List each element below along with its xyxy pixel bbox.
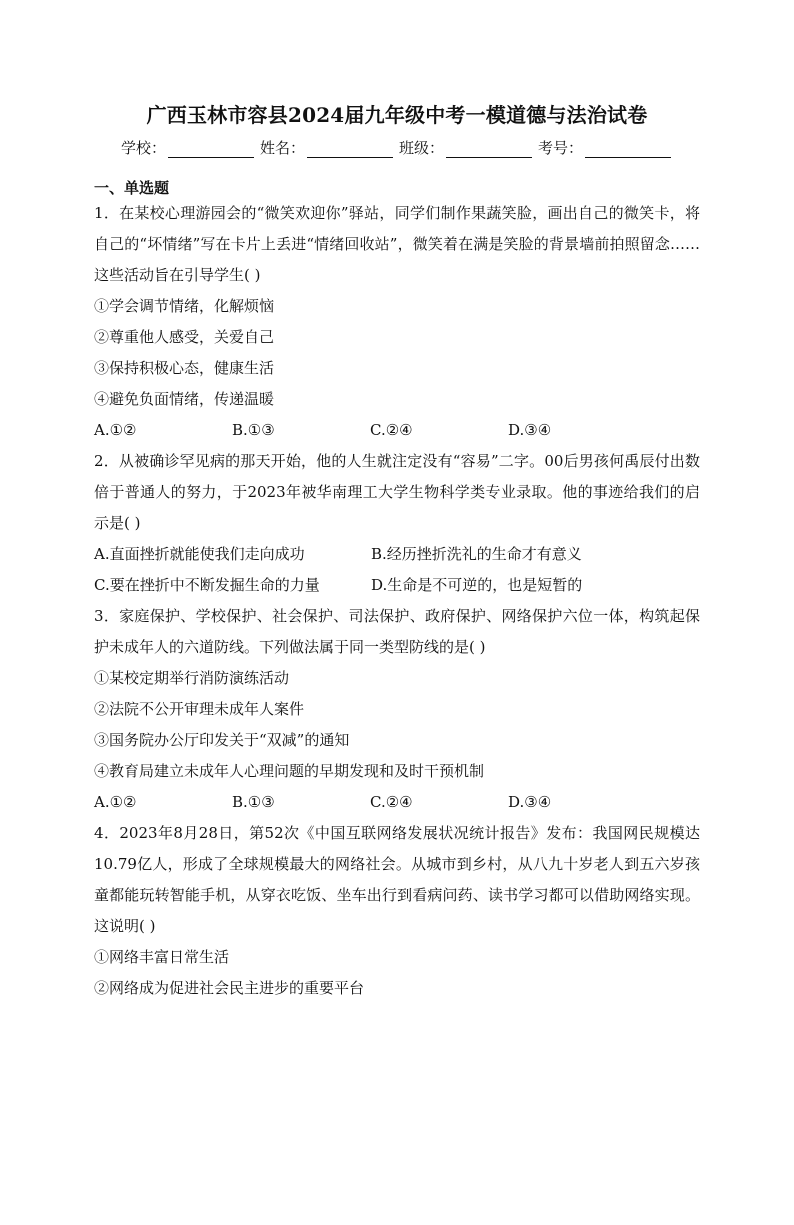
question-3-statement-3: ③国务院办公厅印发关于“双减”的通知 xyxy=(94,731,350,749)
question-3-statement-2: ②法院不公开审理未成年人案件 xyxy=(94,700,305,718)
class-label: 班级： xyxy=(399,139,445,157)
question-2-choice-c[interactable]: C.要在挫折中不断发掘生命的力量 xyxy=(94,576,320,594)
number-field xyxy=(538,137,673,158)
question-1-choice-a[interactable]: A.①② xyxy=(94,421,137,439)
school-blank[interactable] xyxy=(168,141,254,158)
school-label: 学校： xyxy=(120,139,166,157)
question-1-choice-d[interactable]: D.③④ xyxy=(508,421,552,439)
question-3-statement-4: ④教育局建立未成年人心理问题的早期发现和及时干预机制 xyxy=(94,762,485,780)
question-1-statement-1: ①学会调节情绪，化解烦恼 xyxy=(94,297,275,315)
question-2-choices-row-2 xyxy=(94,570,700,601)
question-2-choice-d[interactable]: D.生命是不可逆的，也是短暂的 xyxy=(371,576,583,594)
question-2-choices-row-1 xyxy=(94,539,700,570)
question-2-choice-a[interactable]: A.直面挫折就能使我们走向成功 xyxy=(94,545,305,563)
class-blank[interactable] xyxy=(446,141,532,158)
question-1-stem: 1．在某校心理游园会的“微笑欢迎你”驿站，同学们制作果蔬笑脸，画出自己的微笑卡，将自己的“坏情绪”写在卡片上丢进“情绪回收站”，微笑着在满是笑脸的背景墙前拍照留念……这些活动旨在引导学生( ) xyxy=(94,204,700,284)
question-3-choice-c[interactable]: C.②④ xyxy=(370,793,413,811)
exam-page xyxy=(0,102,794,1225)
question-4-stem: 4．2023年8月28日，第52次《中国互联网络发展状况统计报告》发布：我国网民规模达10.79亿人，形成了全球规模最大的网络社会。从城市到乡村，从八九十岁老人到五六岁孩童都能玩转智能手机，从穿衣吃饭、坐车出行到看病问药、读书学习都可以借助网络实现。这说明( ) xyxy=(94,824,700,935)
question-1-statement-2: ②尊重他人感受，关爱自己 xyxy=(94,328,275,346)
question-3-stem: 3．家庭保护、学校保护、社会保护、司法保护、政府保护、网络保护六位一体，构筑起保护未成年人的六道防线。下列做法属于同一类型防线的是( ) xyxy=(94,607,700,656)
question-3-choice-d[interactable]: D.③④ xyxy=(508,793,552,811)
question-4-statement-1: ①网络丰富日常生活 xyxy=(94,948,230,966)
question-1-choice-c[interactable]: C.②④ xyxy=(370,421,413,439)
section-heading: 一、单选题 xyxy=(94,179,170,197)
page-title: 广西玉林市容县2024届九年级中考一模道德与法治试卷 xyxy=(146,103,648,127)
school-field xyxy=(121,137,256,158)
question-3-choices xyxy=(94,787,700,818)
name-field xyxy=(260,137,395,158)
question-1-statement-4: ④避免负面情绪，传递温暖 xyxy=(94,390,275,408)
question-3-choice-b[interactable]: B.①③ xyxy=(232,793,275,811)
question-3-choice-a[interactable]: A.①② xyxy=(94,793,137,811)
question-4-statement-2: ②网络成为促进社会民主进步的重要平台 xyxy=(94,979,365,997)
name-blank[interactable] xyxy=(307,141,393,158)
number-label: 考号： xyxy=(538,139,584,157)
question-2-stem: 2．从被确诊罕见病的那天开始，他的人生就注定没有“容易”二字。00后男孩何禹辰付出数倍于普通人的努力，于2023年被华南理工大学生物科学类专业录取。他的事迹给我们的启示是( ) xyxy=(94,452,700,532)
number-blank[interactable] xyxy=(585,141,671,158)
question-1-choices xyxy=(94,415,700,446)
class-field xyxy=(399,137,534,158)
student-info-row xyxy=(94,134,700,158)
name-label: 姓名： xyxy=(259,139,305,157)
question-1-statement-3: ③保持积极心态，健康生活 xyxy=(94,359,275,377)
question-2-choice-b[interactable]: B.经历挫折洗礼的生命才有意义 xyxy=(371,545,582,563)
question-3-statement-1: ①某校定期举行消防演练活动 xyxy=(94,669,290,687)
question-1-choice-b[interactable]: B.①③ xyxy=(232,421,275,439)
